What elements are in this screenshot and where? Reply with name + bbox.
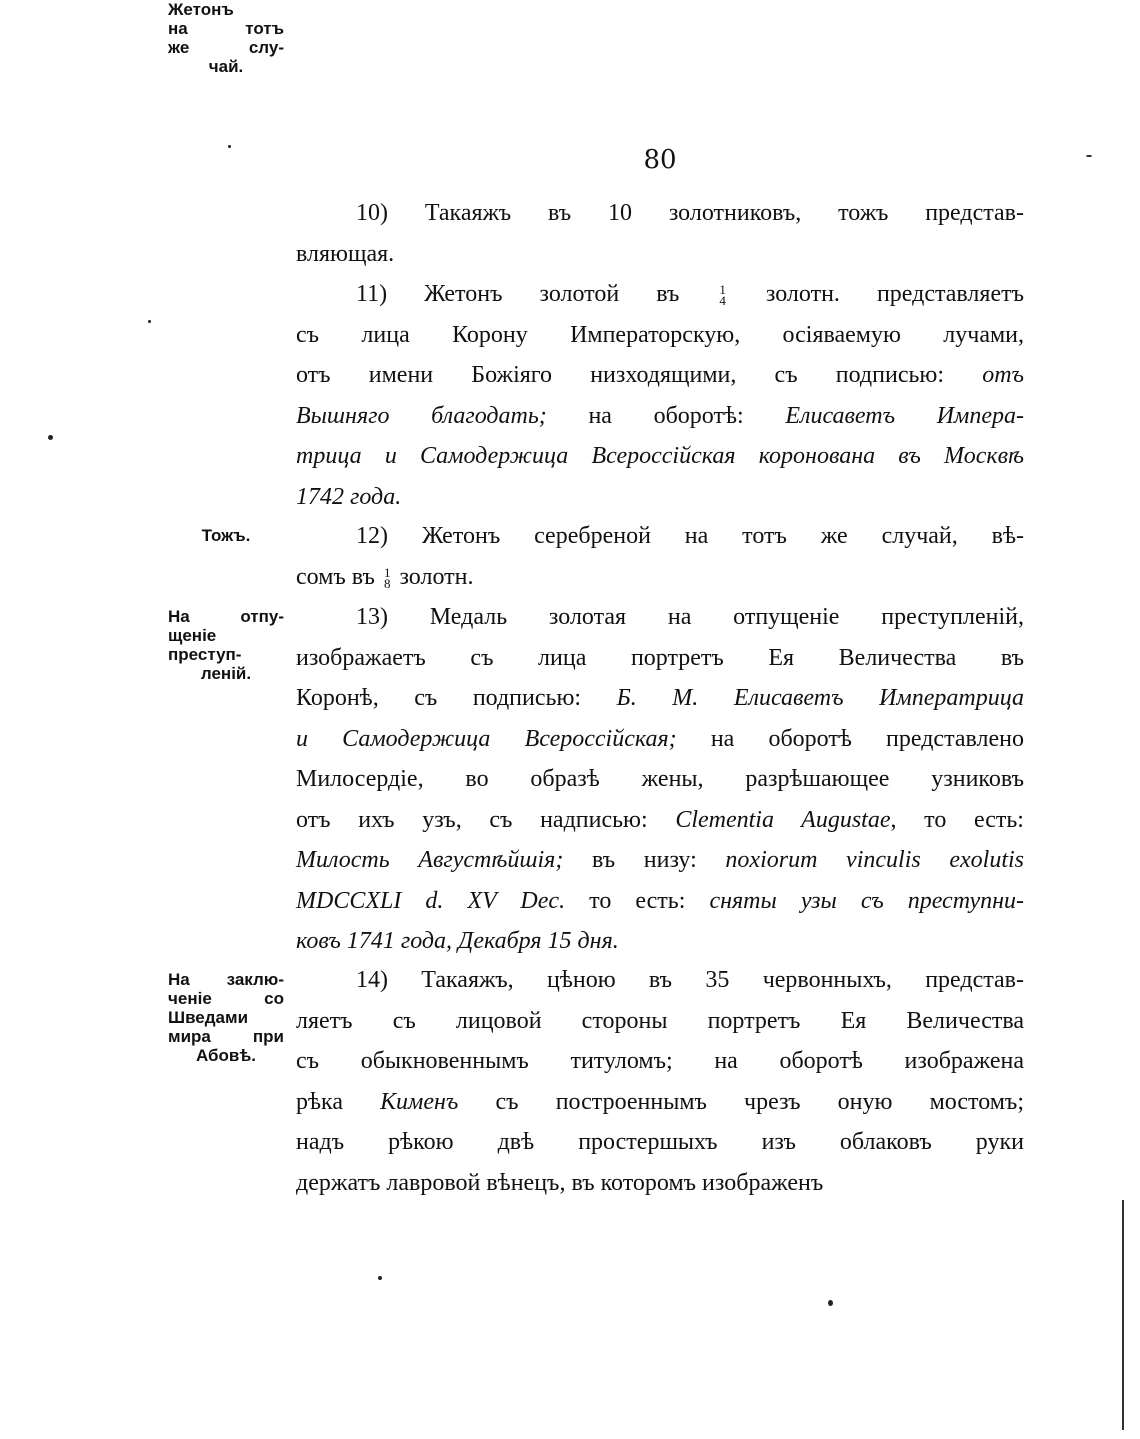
scan-speck bbox=[148, 320, 151, 323]
scan-speck bbox=[378, 1276, 382, 1280]
text-segment: , то есть: bbox=[890, 806, 1024, 833]
italic-text: Елисаветъ Импера- bbox=[785, 402, 1024, 429]
italic-text: Вышняго благодать; bbox=[296, 402, 547, 429]
text-line bbox=[296, 1041, 1024, 1082]
text-line bbox=[296, 274, 1024, 315]
italic-text: сняты узы съ преступни- bbox=[709, 887, 1024, 914]
text-segment: въ низу: bbox=[563, 847, 726, 873]
margin-note-line: мира при bbox=[168, 1027, 284, 1046]
margin-note-line: же слу- bbox=[168, 38, 284, 57]
fraction bbox=[383, 564, 391, 591]
text-segment: изображаетъ съ лица портретъ Ея Величества въ bbox=[296, 644, 1024, 671]
text-segment: 11) Жетонъ золотой въ bbox=[356, 281, 717, 307]
text-segment: съ обыкновеннымъ титуломъ; на оборотѣ изображена bbox=[296, 1048, 1024, 1074]
text-segment: 14) Такаяжъ, цѣною въ 35 червонныхъ, представ- bbox=[356, 967, 1024, 993]
italic-text: noxiorum vinculis exolutis bbox=[725, 847, 1024, 873]
scan-speck bbox=[828, 1300, 833, 1306]
text-segment: сомъ въ bbox=[296, 563, 381, 590]
italic-text: и Самодержица Всероссійская; bbox=[296, 725, 677, 752]
margin-note-line: щеніе bbox=[168, 626, 217, 645]
italic-text: MDCCXLI d. XV Dec. bbox=[296, 887, 566, 914]
margin-note-line: Шведами bbox=[168, 1008, 249, 1027]
text-segment: съ лица Корону Императорскую, осіяваемую лучами, bbox=[296, 321, 1024, 348]
text-line bbox=[296, 921, 1024, 962]
margin-note-line: ченіе со bbox=[168, 989, 284, 1008]
text-line bbox=[296, 597, 1024, 638]
text-line bbox=[296, 1001, 1024, 1042]
italic-text: ковъ 1741 года, Декабря 15 дня. bbox=[296, 928, 619, 954]
margin-note-14 bbox=[168, 970, 284, 1065]
text-segment: Коронѣ, съ подписью: bbox=[296, 685, 617, 711]
text-line bbox=[296, 396, 1024, 437]
italic-text: 1742 года. bbox=[296, 483, 402, 510]
text-segment: отъ ихъ узъ, съ надписью: bbox=[296, 806, 676, 833]
text-line bbox=[296, 1163, 1024, 1204]
italic-text: Б. М. Елисаветъ Императрица bbox=[616, 685, 1024, 711]
margin-note-line: чай. bbox=[208, 57, 244, 76]
text-segment: золотн. bbox=[393, 563, 474, 590]
text-line bbox=[296, 436, 1024, 477]
text-segment: на оборотѣ: bbox=[546, 402, 786, 429]
entry-14 bbox=[296, 960, 1024, 1203]
italic-text: отъ bbox=[982, 362, 1024, 388]
italic-text: Кименъ bbox=[380, 1088, 459, 1115]
entry-11 bbox=[296, 274, 1024, 517]
margin-note-12 bbox=[168, 526, 284, 545]
text-segment: 13) Медаль золотая на отпущеніе преступленій, bbox=[356, 604, 1024, 630]
scan-speck bbox=[48, 435, 53, 440]
margin-note-line: на тотъ bbox=[168, 19, 284, 38]
margin-note-11 bbox=[168, 0, 284, 76]
margin-note-line: преступ- bbox=[168, 645, 242, 664]
text-line bbox=[296, 477, 1024, 518]
text-line bbox=[296, 719, 1024, 760]
italic-text: Милость Августѣйшія; bbox=[296, 847, 564, 873]
text-segment: рѣка bbox=[296, 1088, 381, 1115]
text-line bbox=[296, 355, 1024, 396]
entry-13 bbox=[296, 597, 1024, 962]
text-line bbox=[296, 800, 1024, 841]
text-line bbox=[296, 840, 1024, 881]
margin-note-line: Абовѣ. bbox=[195, 1046, 257, 1065]
text-segment: ляетъ съ лицовой стороны портретъ Ея Величества bbox=[296, 1007, 1024, 1034]
margin-note-line: Тожъ. bbox=[201, 526, 251, 545]
text-line bbox=[296, 193, 1024, 234]
page-edge bbox=[1122, 1200, 1124, 1430]
text-segment: держатъ лавровой вѣнецъ, въ которомъ изображенъ bbox=[296, 1169, 824, 1196]
italic-text: Clementia Augustae bbox=[675, 806, 891, 833]
scan-speck bbox=[228, 145, 231, 148]
text-segment: 10) Такаяжъ въ 10 золотниковъ, тожъ представ- bbox=[356, 200, 1024, 226]
margin-note-line: Жетонъ bbox=[168, 0, 234, 19]
text-line bbox=[296, 557, 1024, 598]
text-line bbox=[296, 881, 1024, 922]
fraction-denominator: 4 bbox=[719, 293, 726, 309]
italic-text: трица и Самодержица Всероссійская коронована въ Москвѣ bbox=[296, 443, 1024, 469]
text-line bbox=[296, 759, 1024, 800]
text-line bbox=[296, 1122, 1024, 1163]
text-segment: Милосердіе, во образѣ жены, разрѣшающее узниковъ bbox=[296, 766, 1024, 792]
entry-10 bbox=[296, 193, 1024, 274]
text-segment: золотн. представляетъ bbox=[728, 281, 1025, 307]
text-line bbox=[296, 1082, 1024, 1123]
text-line bbox=[296, 234, 1024, 275]
margin-note-line: На отпу- bbox=[168, 607, 284, 626]
text-line bbox=[296, 315, 1024, 356]
text-line bbox=[296, 638, 1024, 679]
text-segment: на оборотѣ представлено bbox=[676, 725, 1025, 752]
fraction bbox=[719, 282, 726, 309]
text-line bbox=[296, 678, 1024, 719]
fraction-denominator: 8 bbox=[383, 575, 391, 591]
margin-note-13 bbox=[168, 607, 284, 683]
fraction-numerator: 1 bbox=[383, 564, 391, 580]
page-number: 80 bbox=[643, 145, 677, 175]
text-segment: надъ рѣкою двѣ простершыхъ изъ облаковъ руки bbox=[296, 1129, 1024, 1155]
text-line bbox=[296, 516, 1024, 557]
text-segment: то есть: bbox=[565, 887, 710, 914]
text-segment: вляющая. bbox=[296, 240, 395, 267]
margin-note-line: леній. bbox=[200, 664, 252, 683]
text-line bbox=[296, 960, 1024, 1001]
text-segment: съ построеннымъ чрезъ оную мостомъ; bbox=[458, 1088, 1024, 1115]
text-segment: отъ имени Божіяго низходящими, съ подписью: bbox=[296, 362, 983, 388]
text-segment: 12) Жетонъ серебреной на тотъ же случай, вѣ- bbox=[356, 523, 1024, 549]
margin-note-line: На заклю- bbox=[168, 970, 284, 989]
scan-speck bbox=[1086, 155, 1092, 157]
entry-12 bbox=[296, 516, 1024, 597]
fraction-numerator: 1 bbox=[719, 282, 726, 298]
